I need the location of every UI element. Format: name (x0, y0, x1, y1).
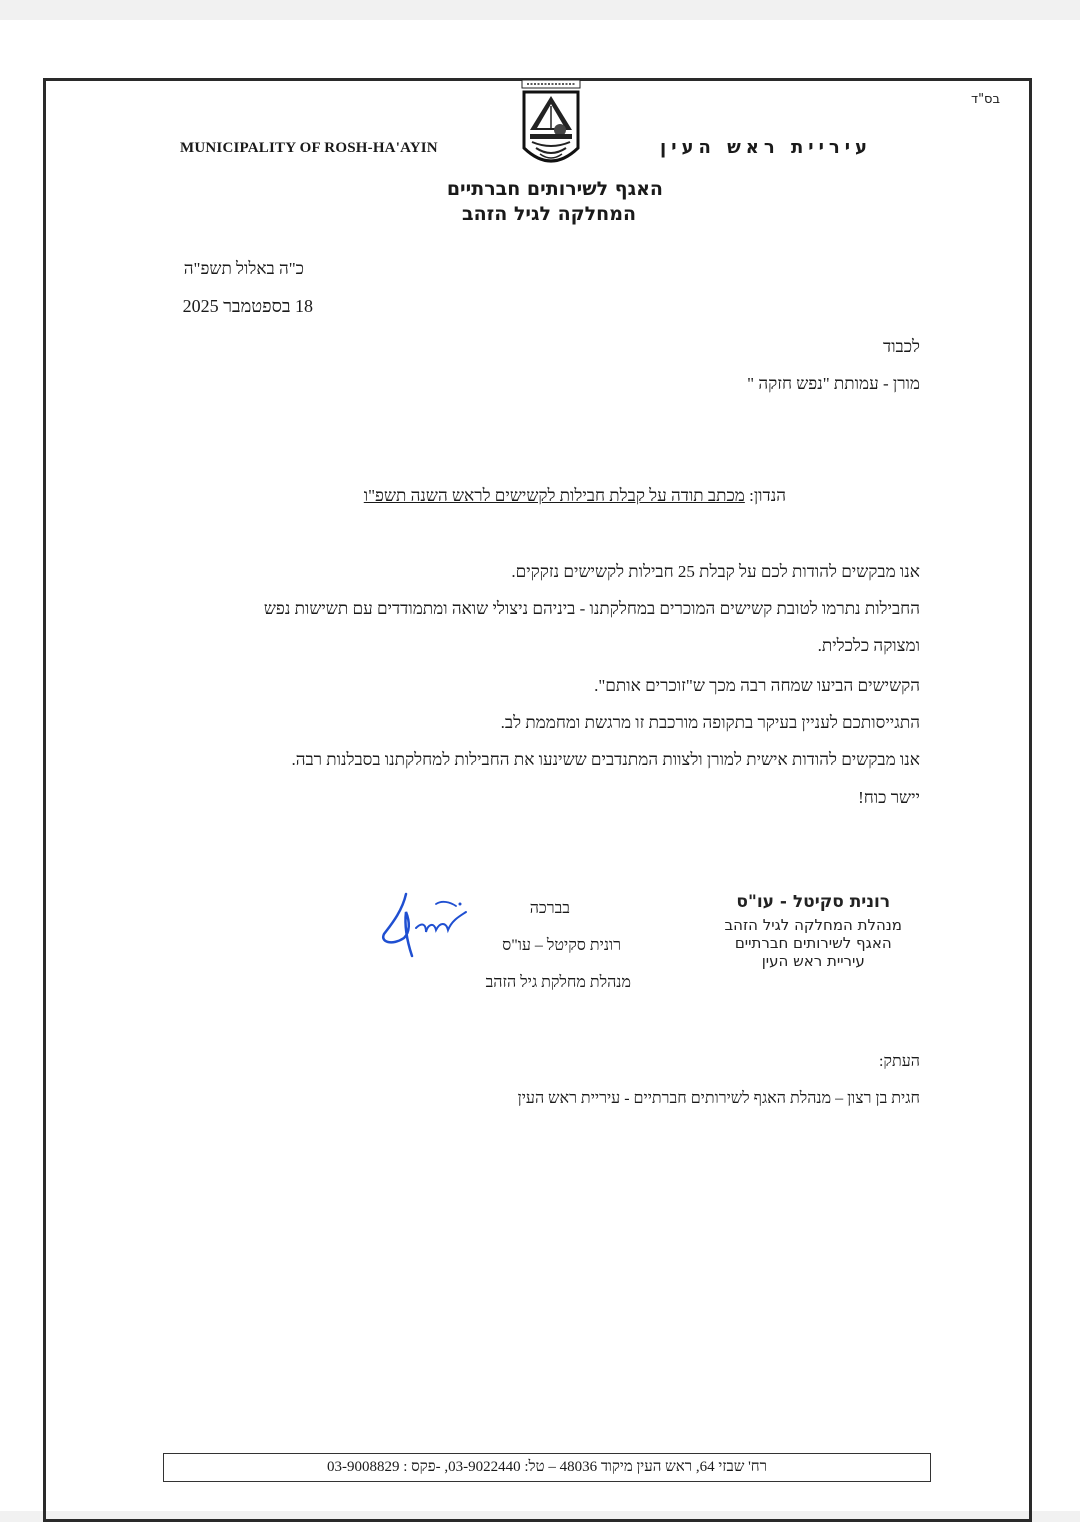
stamp-name: רונית סקיטל - עו"ס (736, 892, 891, 912)
subject-prefix: הנדון: (749, 486, 786, 505)
subject-line (364, 486, 786, 506)
signature-name: רונית סקיטל – עו"ס (502, 937, 621, 954)
division-title: האגף לשירותים חברתיים (446, 178, 663, 200)
signature-greeting: בברכה (529, 900, 570, 917)
gregorian-date: 18 בספטמבר 2025 (182, 296, 313, 316)
municipality-name-he: עיריית ראש העין (660, 137, 872, 158)
body-line: הקשישים הביעו שמחה רבה מכך ש"זוכרים אותם". (594, 676, 920, 695)
recipient-name: מורן - עמותת "נפש חזקה " (747, 374, 920, 393)
rosh-haayin-emblem-icon (518, 78, 584, 176)
body-line: אנו מבקשים להודות אישית למורן ולצוות המתנדבים ששינעו את החבילות למחלקתנו בסבלנות רבה. (291, 750, 920, 769)
subject-text: מכתב תודה על קבלת חבילות לקשישים לראש השנה תשפ"ו (363, 486, 745, 505)
stamp-title: מנהלת המחלקה לגיל הזהב (724, 916, 902, 934)
body-line: התגייסותכם לעניין בעיקר בתקופה מורכבת זו מרגשת ומחממת לב. (500, 713, 920, 732)
stamp-municipality: עיריית ראש העין (761, 952, 865, 970)
stamp-division: האגף לשירותים חברתיים (734, 934, 892, 952)
body-line: ומצוקה כלכלית. (817, 636, 920, 655)
department-title: המחלקה לגיל הזהב (462, 203, 636, 225)
hebrew-date: כ"ה באלול תשפ"ה (183, 259, 304, 278)
footer-address: רח' שבזי 64, ראש העין מיקוד 48036 – טל: 03-9022440, -פקס : 03-9008829 (163, 1453, 931, 1482)
cc-recipient: חגית בן רצון – מנהלת האגף לשירותים חברתיים - עיריית ראש העין (517, 1090, 920, 1107)
signature-title: מנהלת מחלקת גיל הזהב (485, 974, 631, 991)
recipient-label: לכבוד (883, 337, 920, 356)
official-stamp (725, 892, 903, 970)
body-line: החבילות נתרמו לטובת קשישים המוכרים במחלקתנו - ביניהם ניצולי שואה ומתמודדים עם תשישות נפש (263, 599, 920, 618)
handwritten-signature-icon (376, 882, 476, 967)
body-line: יישר כוח! (858, 788, 920, 807)
cc-label: העתק: (878, 1053, 920, 1070)
besd-mark: בס"ד (970, 92, 1000, 107)
body-line: אנו מבקשים להודות לכם על קבלת 25 חבילות לקשישים נזקקים. (511, 562, 920, 581)
municipality-name-en: MUNICIPALITY OF ROSH-HA'AYIN (180, 140, 438, 156)
